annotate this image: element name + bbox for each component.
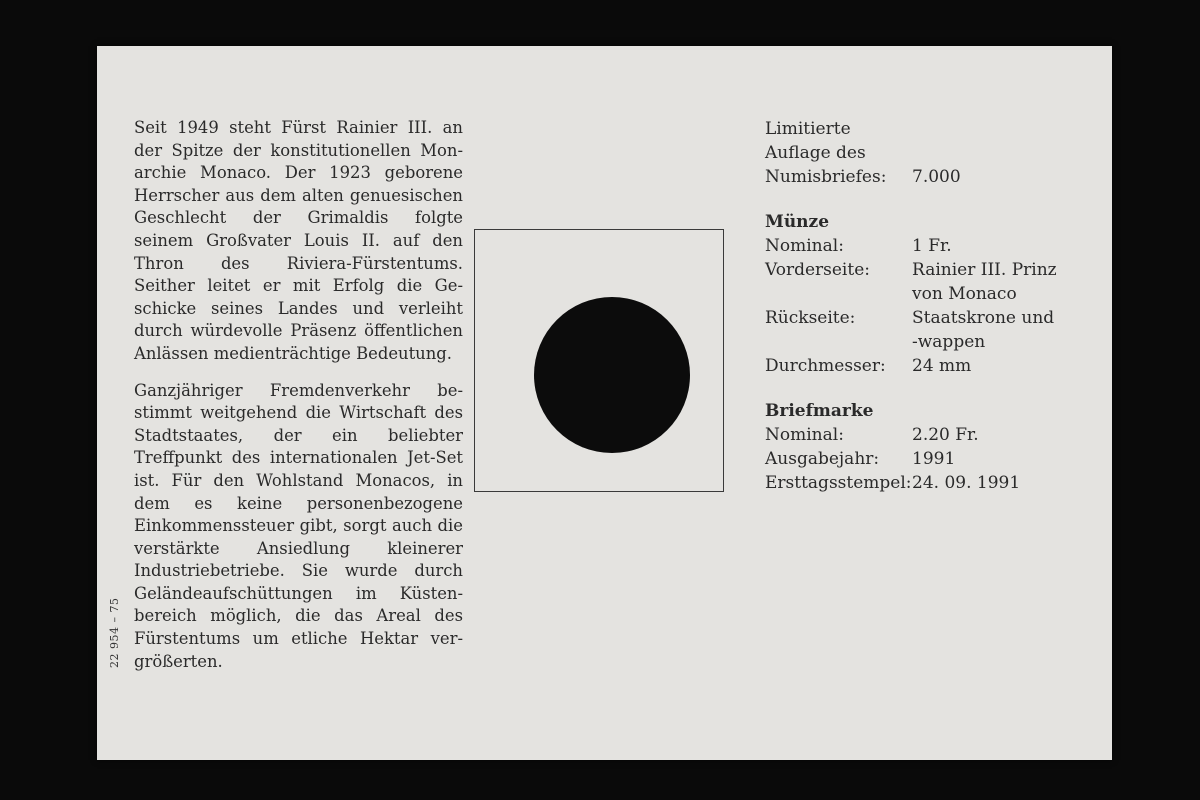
numisbrief-card (97, 46, 1112, 760)
edition-label-2: Auflage des (765, 143, 866, 163)
coin-reverse-row (765, 306, 1085, 330)
coin-obverse-value-2: von Monaco (912, 284, 1017, 304)
coin-nominal-value: 1 Fr. (912, 236, 952, 256)
coin-obverse-value-1: Rainier III. Prinz (912, 260, 1057, 280)
coin-diameter-row (765, 354, 1085, 378)
coin-title: Münze (765, 212, 830, 232)
coin-reverse-row-2 (765, 330, 1085, 354)
stamp-year-value: 1991 (912, 449, 956, 469)
coin-obverse-label: Vorderseite: (765, 260, 870, 280)
coin-diameter-label: Durchmesser: (765, 356, 886, 376)
stamp-nominal-row (765, 423, 1085, 447)
edition-block (765, 117, 1085, 189)
stamp-title: Briefmarke (765, 401, 874, 421)
coin-nominal-label: Nominal: (765, 236, 844, 256)
paragraph-history: Seit 1949 steht Fürst Rainier III. an der Spitze der konstitutionellen Monarchie Monaco. Der 1923 geborene Herrscher aus dem alten genuesischen Geschlecht der Grimaldis folgte seinem Großvater Louis II. auf den Thron des Riviera-Fürstentums. Seither leitet er mit Erfolg die Geschicke seines Landes und verleiht durch würdevolle Präsenz öffentlichen Anlässen medienträchtige Bedeutung. (134, 118, 463, 363)
edition-row (765, 165, 1085, 189)
stamp-postmark-label: Ersttagsstempel: (765, 473, 912, 493)
stamp-block (765, 399, 1085, 495)
coin-nominal-row (765, 234, 1085, 258)
stamp-year-label: Ausgabejahr: (765, 449, 880, 469)
stamp-postmark-value: 24. 09. 1991 (912, 473, 1021, 493)
paragraph-economy: Ganzjähriger Fremdenverkehr bestimmt weitgehend die Wirtschaft des Stadtstaates, der ein beliebter Treffpunkt des internationalen Jet-Set ist. Für den Wohlstand Monacos, in dem es keine personenbezogene Einkommenssteuer gibt, sorgt auch die verstärkte Ansiedlung kleinerer Industriebetriebe. Sie wurde durch Geländeaufschüttungen im Küstenbereich möglich, die das Areal des Fürstentums um etliche Hektar vergrößerten. (134, 380, 463, 671)
stamp-year-row (765, 447, 1085, 471)
coin-obverse-row-2 (765, 282, 1085, 306)
coin-reverse-value-2: -wappen (912, 332, 986, 352)
coin-hole (534, 297, 690, 453)
edition-value: 7.000 (912, 167, 961, 187)
coin-diameter-value: 24 mm (912, 356, 972, 376)
coin-block (765, 210, 1085, 378)
description-text (134, 117, 463, 687)
coin-obverse-row (765, 258, 1085, 282)
stamp-nominal-label: Nominal: (765, 425, 844, 445)
stamp-postmark-row (765, 471, 1085, 495)
stamp-nominal-value: 2.20 Fr. (912, 425, 979, 445)
info-column (765, 117, 1085, 495)
catalog-code: 22 954 – 75 (108, 597, 121, 668)
edition-label-3: Numisbriefes: (765, 167, 887, 187)
coin-reverse-label: Rückseite: (765, 308, 856, 328)
edition-label-1: Limitierte (765, 119, 851, 139)
coin-reverse-value-1: Staatskrone und (912, 308, 1055, 328)
